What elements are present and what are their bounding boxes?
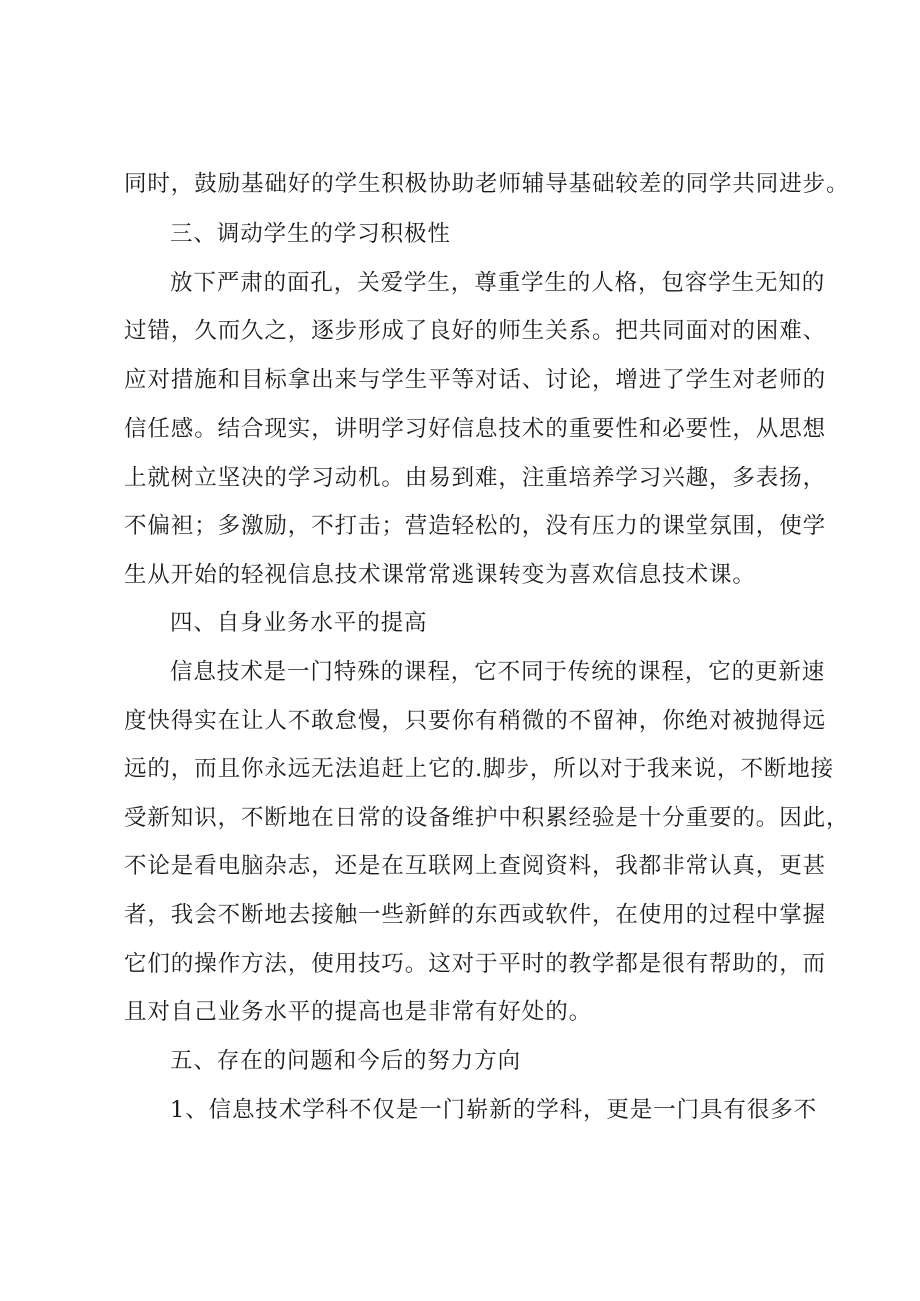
paragraph-line: 它们的操作方法，使用技巧。这对于平时的教学都是很有帮助的，而 bbox=[124, 951, 827, 977]
section-heading: 三、调动学生的学习积极性 bbox=[170, 221, 451, 247]
paragraph-line: 度快得实在让人不敢怠慢，只要你有稍微的不留神，你绝对被抛得远 bbox=[124, 708, 827, 734]
paragraph-line: 1、信息技术学科不仅是一门崭新的学科，更是一门具有很多不 bbox=[170, 1097, 818, 1123]
paragraph-line: 过错，久而久之，逐步形成了良好的师生关系。把共同面对的困难、 bbox=[124, 318, 827, 344]
paragraph-line: 者，我会不断地去接触一些新鲜的东西或软件，在使用的过程中掌握 bbox=[124, 902, 827, 928]
paragraph-line: 生从开始的轻视信息技术课常常逃课转变为喜欢信息技术课。 bbox=[124, 562, 756, 588]
paragraph-line: 信息技术是一门特殊的课程，它不同于传统的课程，它的更新速 bbox=[170, 659, 826, 685]
paragraph-line: 远的，而且你永远无法追赶上它的.脚步，所以对于我来说，不断地接 bbox=[124, 756, 835, 782]
paragraph-line: 不论是看电脑杂志，还是在互联网上查阅资料，我都非常认真，更甚 bbox=[124, 853, 827, 879]
paragraph-line: 应对措施和目标拿出来与学生平等对话、讨论，增进了学生对老师的 bbox=[124, 367, 827, 393]
paragraph-line: 上就树立坚决的学习动机。由易到难，注重培养学习兴趣，多表扬， bbox=[124, 465, 827, 491]
section-heading: 五、存在的问题和今后的努力方向 bbox=[170, 1048, 522, 1074]
paragraph-line: 信任感。结合现实，讲明学习好信息技术的重要性和必要性，从思想 bbox=[124, 416, 827, 442]
paragraph-line: 受新知识，不断地在日常的设备维护中积累经验是十分重要的。因此， bbox=[124, 805, 850, 831]
paragraph-line: 且对自己业务水平的提高也是非常有好处的。 bbox=[124, 999, 593, 1025]
paragraph-line: 同时，鼓励基础好的学生积极协助老师辅导基础较差的同学共同进步。 bbox=[124, 171, 850, 197]
paragraph-line: 不偏袒；多激励，不打击；营造轻松的，没有压力的课堂氛围，使学 bbox=[124, 513, 827, 539]
section-heading: 四、自身业务水平的提高 bbox=[170, 610, 428, 636]
paragraph-line: 放下严肃的面孔，关爱学生，尊重学生的人格，包容学生无知的 bbox=[170, 270, 826, 296]
